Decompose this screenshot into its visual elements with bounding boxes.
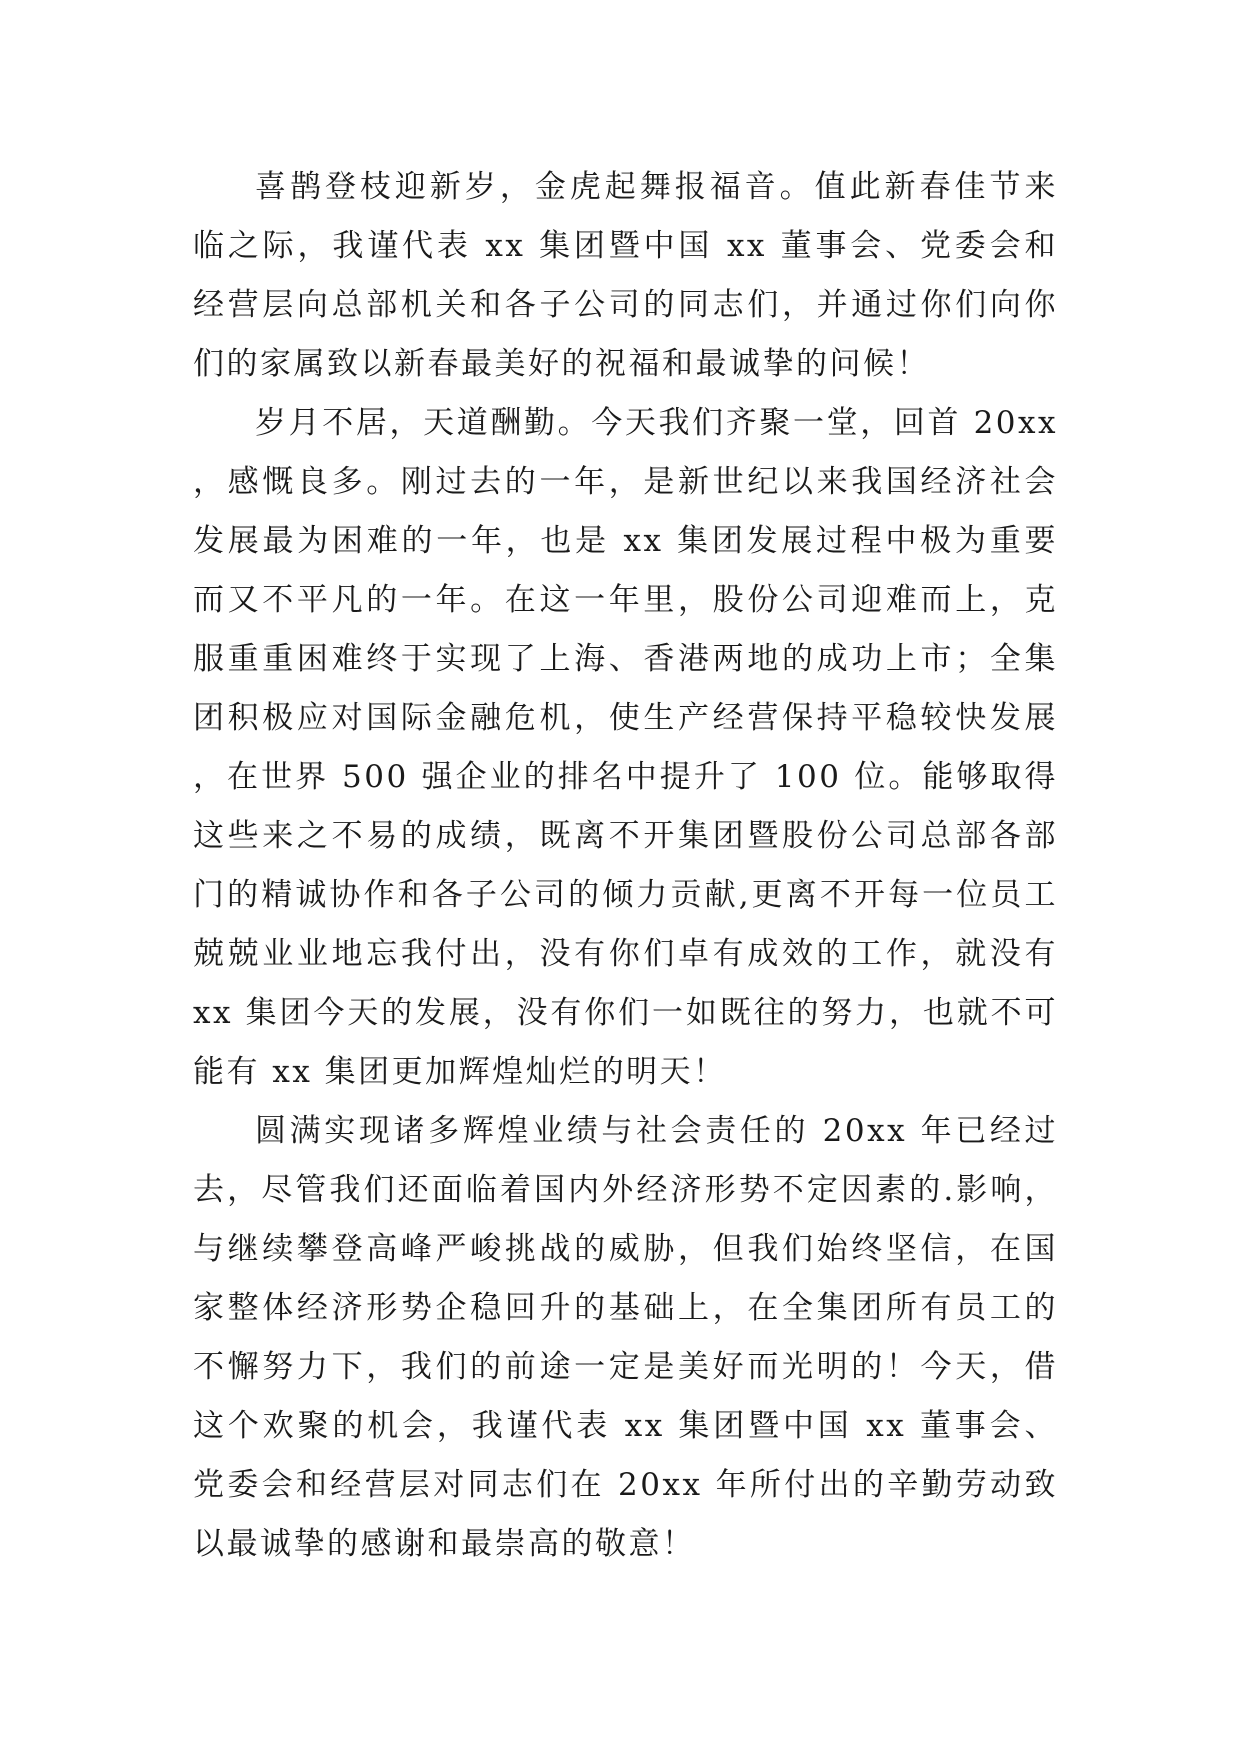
paragraph-year-review: 岁月不居，天道酬勤。今天我们齐聚一堂，回首 20xx，感慨良多。刚过去的一年，是新世纪以来我国经济社会发展最为困难的一年，也是 xx 集团发展过程中极为重要而又不平凡的一年。在这一年里，股份公司迎难而上，克服重重困难终于实现了上海、香港两地的成功上市；全集团积极应对国际金融危机，使生产经营保持平稳较快发展，在世界 500 强企业的排名中提升了 100 位。能够取得这些来之不易的成绩，既离不开集团暨股份公司总部各部门的精诚协作和各子公司的倾力贡献,更离不开每一位员工兢兢业业地忘我付出，没有你们卓有成效的工作，就没有 xx 集团今天的发展，没有你们一如既往的努力，也就不可能有 xx 集团更加辉煌灿烂的明天！ <box>193 405 1058 1090</box>
document-body <box>193 158 1058 1574</box>
paragraph-outlook-thanks: 圆满实现诸多辉煌业绩与社会责任的 20xx 年已经过去，尽管我们还面临着国内外经济形势不定因素的.影响，与继续攀登高峰严峻挑战的威胁，但我们始终坚信，在国家整体经济形势企稳回升的基础上，在全集团所有员工的不懈努力下，我们的前途一定是美好而光明的！今天，借这个欢聚的机会，我谨代表 xx 集团暨中国 xx 董事会、党委会和经营层对同志们在 20xx 年所付出的辛勤劳动致以最诚挚的感谢和最崇高的敬意！ <box>193 1113 1058 1562</box>
paragraph-new-year-greeting: 喜鹊登枝迎新岁，金虎起舞报福音。值此新春佳节来临之际，我谨代表 xx 集团暨中国 xx 董事会、党委会和经营层向总部机关和各子公司的同志们，并通过你们向你们的家属致以新春最美好的祝福和最诚挚的问候！ <box>193 169 1058 382</box>
